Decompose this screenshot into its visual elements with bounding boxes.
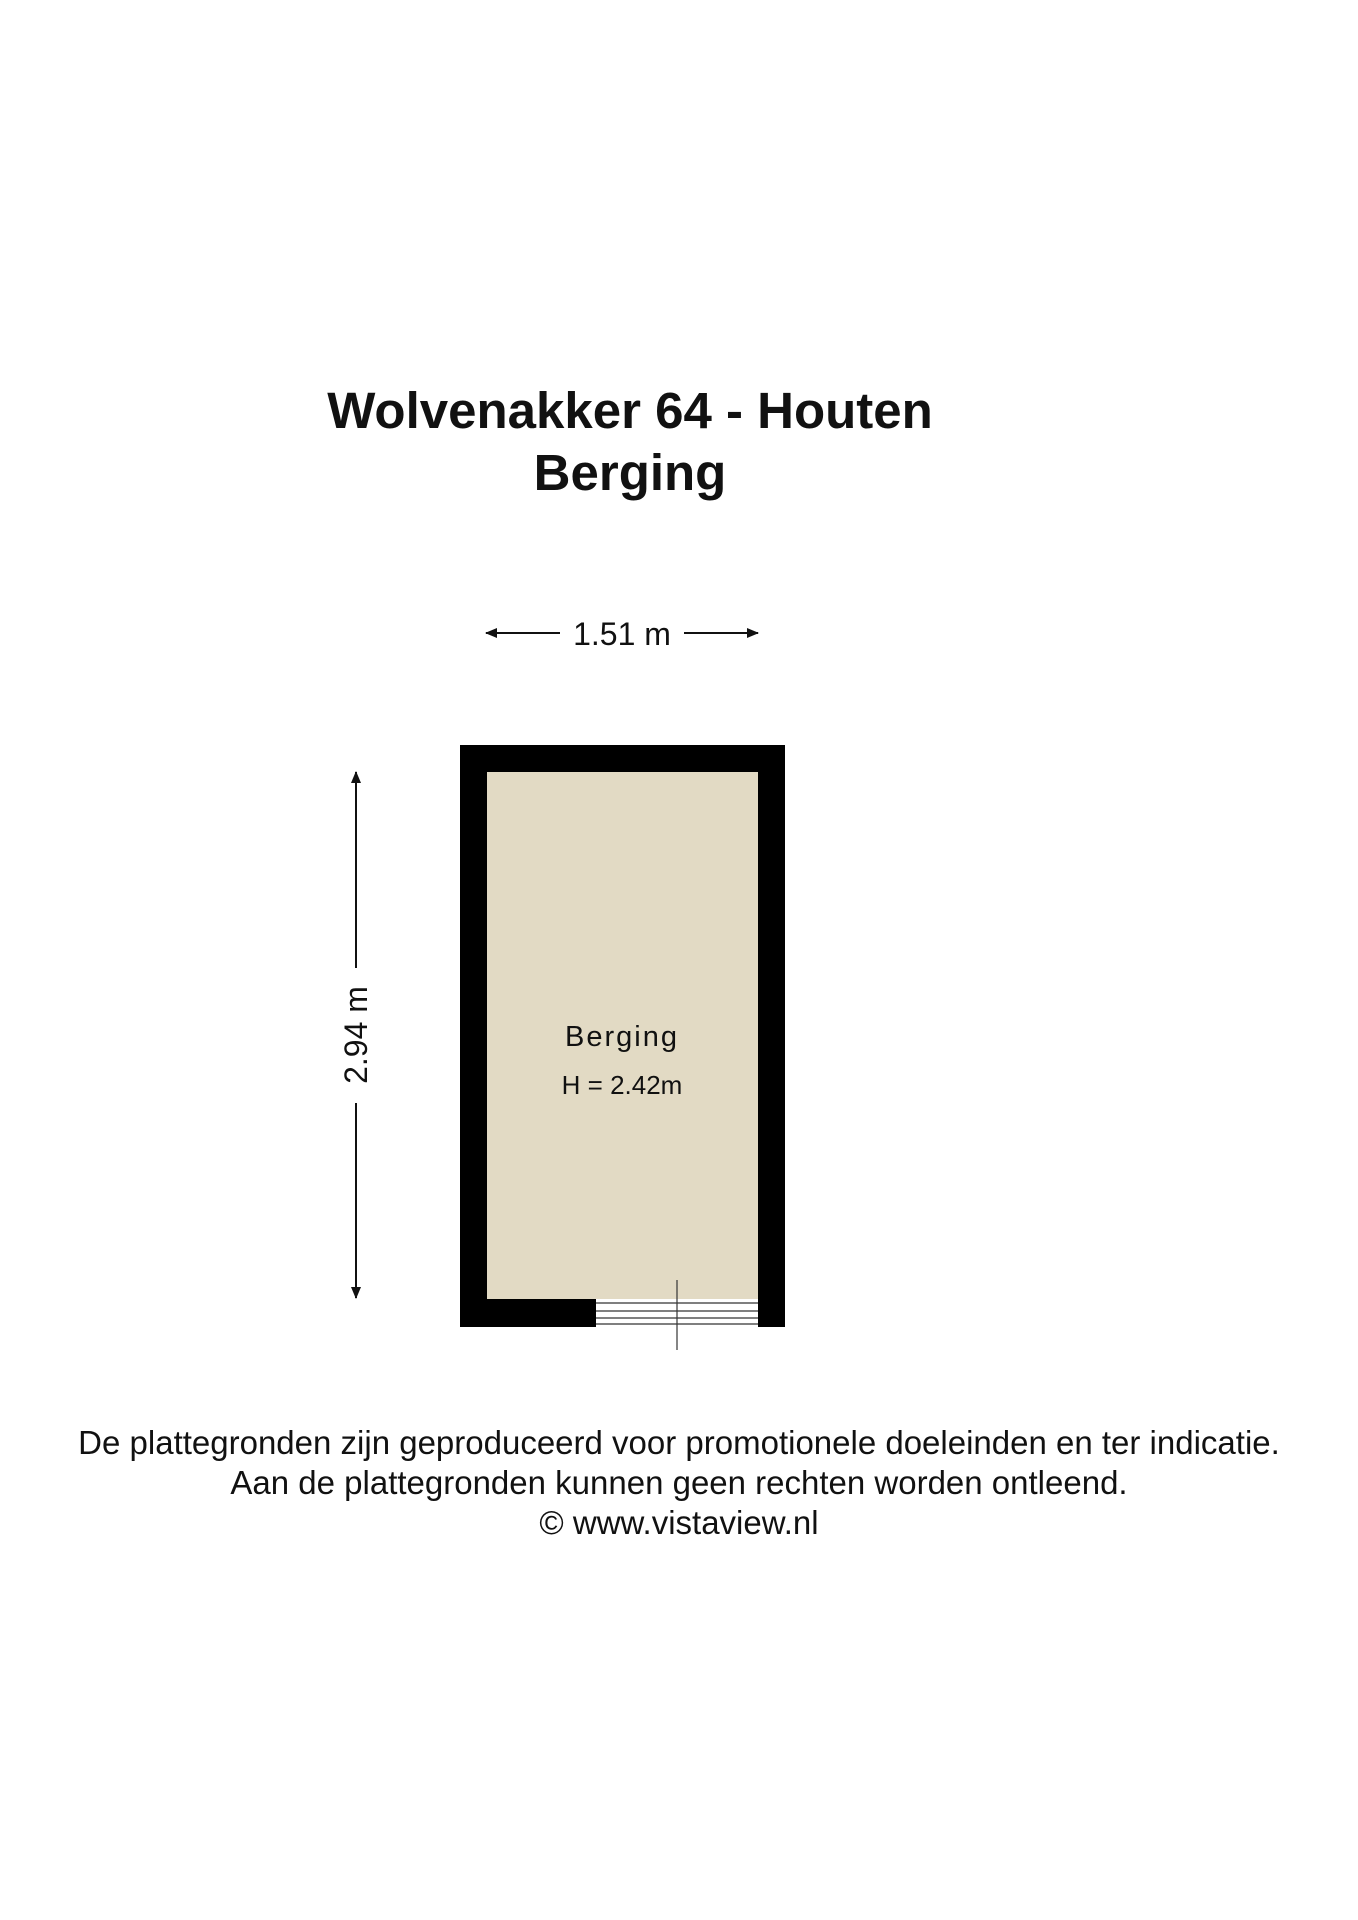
- disclaimer: [0, 1423, 1358, 1543]
- room-ceiling-height: H = 2.42m: [561, 1070, 683, 1100]
- plan-title: Wolvenakker 64 - Houten: [327, 382, 933, 439]
- room-berging: [460, 745, 785, 1350]
- disclaimer-line-1: De plattegronden zijn geproduceerd voor promotionele doeleinden en ter indicatie.: [78, 1424, 1280, 1461]
- width-dimension-label: 1.51 m: [573, 616, 671, 652]
- width-dimension: [486, 616, 758, 652]
- plan-subtitle: Berging: [533, 444, 727, 501]
- room-name: Berging: [565, 1021, 679, 1053]
- disclaimer-line-2: Aan de plattegronden kunnen geen rechten worden ontleend.: [230, 1464, 1128, 1501]
- height-dimension-label: 2.94 m: [338, 986, 374, 1084]
- copyright-line: © www.vistaview.nl: [539, 1504, 819, 1541]
- height-dimension: [338, 772, 374, 1298]
